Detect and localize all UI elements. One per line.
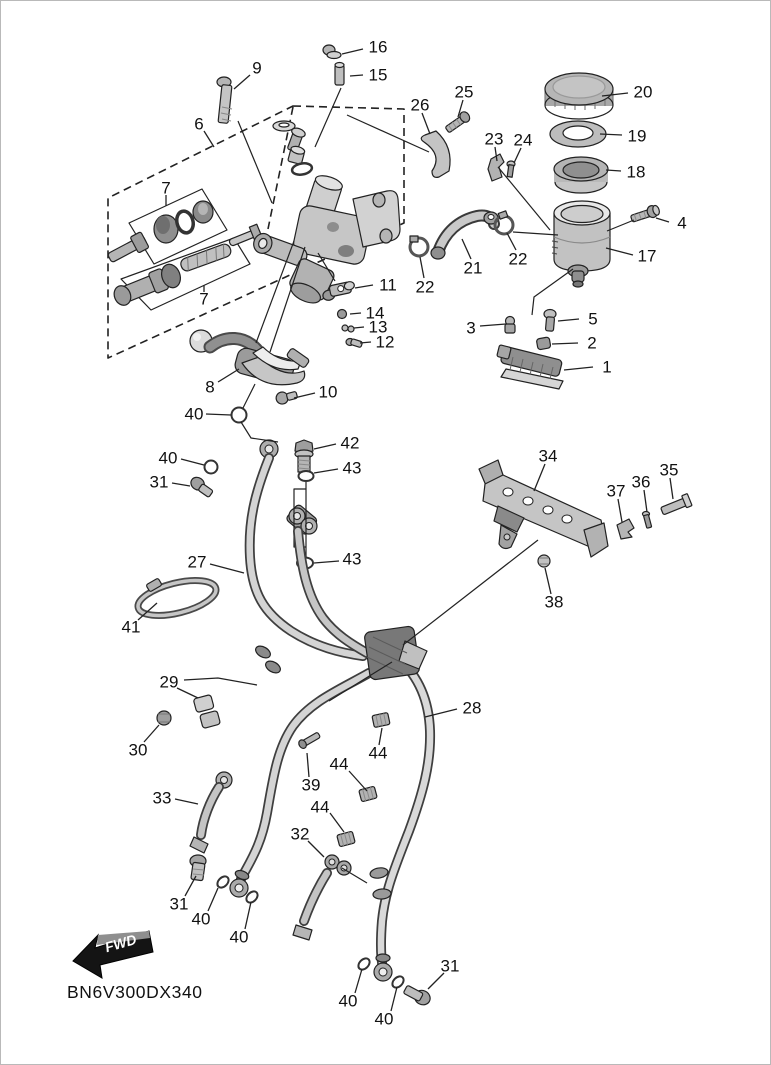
- grommet-41: [135, 574, 220, 622]
- callout-7[interactable]: 7: [161, 178, 171, 198]
- brake-hoses: [230, 458, 430, 981]
- callout-leader-40: [206, 414, 231, 415]
- callout-leader-44: [349, 771, 367, 791]
- callout-40[interactable]: 40: [338, 991, 358, 1011]
- callout-leader-22: [420, 257, 424, 278]
- reservoir-17: [552, 201, 610, 287]
- clamp-44: [359, 786, 378, 802]
- callout-33[interactable]: 33: [152, 788, 172, 808]
- callout-leader-29: [177, 688, 198, 698]
- fwd-label: FWD: [103, 931, 139, 956]
- callout-40[interactable]: 40: [191, 909, 211, 929]
- nut-30: [157, 711, 171, 725]
- callout-29[interactable]: 29: [159, 672, 179, 692]
- callout-leader-3: [480, 324, 506, 326]
- nut-14: [338, 310, 347, 319]
- diaphragm-18: [554, 157, 608, 193]
- bolt-31: [190, 855, 206, 881]
- callout-38[interactable]: 38: [544, 592, 564, 612]
- diaphragm-plate-19: [550, 121, 606, 147]
- lower-small-parts: [157, 694, 390, 940]
- pin-35: [659, 494, 692, 517]
- callout-28[interactable]: 28: [462, 698, 482, 718]
- callout-6[interactable]: 6: [194, 114, 204, 134]
- callout-leader-40: [208, 888, 218, 911]
- callout-20[interactable]: 20: [633, 82, 653, 102]
- o-ring-40: [205, 461, 218, 474]
- bolt-31: [402, 982, 432, 1007]
- callout-40[interactable]: 40: [184, 404, 204, 424]
- callout-17[interactable]: 17: [637, 246, 657, 266]
- callout-19[interactable]: 19: [627, 126, 647, 146]
- callout-41[interactable]: 41: [121, 617, 141, 637]
- callout-42[interactable]: 42: [340, 433, 360, 453]
- washer-43: [299, 471, 314, 481]
- callout-leader-31: [185, 876, 196, 896]
- bolt-31: [188, 475, 215, 499]
- callout-leader-40: [181, 459, 204, 465]
- diagram-artwork: [105, 45, 692, 1008]
- callout-leader-8: [218, 369, 239, 382]
- fwd-arrow: [73, 931, 153, 978]
- callout-31[interactable]: 31: [169, 894, 189, 914]
- callout-13[interactable]: 13: [368, 317, 388, 337]
- callout-leader-27: [210, 564, 244, 573]
- hose-21-end: [431, 247, 445, 259]
- callout-leader-40: [355, 969, 362, 993]
- callout-5[interactable]: 5: [588, 309, 598, 329]
- switch-1: [497, 345, 563, 389]
- callout-11[interactable]: 11: [379, 275, 397, 295]
- callout-21[interactable]: 21: [463, 258, 483, 278]
- bolt-4: [630, 204, 661, 224]
- callout-leader-21: [462, 239, 471, 259]
- union-bolt-42: [295, 440, 313, 472]
- master-cylinder-assembly: [251, 121, 400, 308]
- callout-32[interactable]: 32: [290, 824, 310, 844]
- callout-leader-40: [245, 902, 251, 929]
- callout-leader-26: [422, 113, 430, 134]
- callout-22[interactable]: 22: [415, 277, 435, 297]
- callout-40[interactable]: 40: [374, 1009, 394, 1029]
- callout-12[interactable]: 12: [375, 332, 395, 352]
- callout-leader-39: [307, 753, 309, 777]
- callout-10[interactable]: 10: [318, 382, 338, 402]
- pin-39: [297, 731, 321, 750]
- callout-leader-15: [350, 75, 363, 76]
- cylinder-fitting: [111, 268, 169, 309]
- spring: [179, 243, 232, 273]
- callout-leader-36: [644, 490, 647, 512]
- callout-26[interactable]: 26: [410, 95, 430, 115]
- callout-31[interactable]: 31: [440, 956, 460, 976]
- callout-1[interactable]: 1: [602, 357, 612, 377]
- pivot-screw-10: [275, 388, 298, 405]
- callout-leader-35: [670, 478, 673, 499]
- brake-switch-assembly: [497, 310, 563, 390]
- callout-35[interactable]: 35: [659, 460, 679, 480]
- nut-38: [538, 555, 550, 567]
- callout-27[interactable]: 27: [187, 552, 207, 572]
- fitting-group: [321, 281, 363, 348]
- clamp-22-left: [410, 236, 428, 256]
- callout-leader-33: [175, 799, 198, 804]
- clamp-44: [372, 712, 390, 727]
- callout-leader-6: [204, 131, 214, 147]
- clip-13: [342, 325, 348, 331]
- callout-18[interactable]: 18: [626, 162, 646, 182]
- callout-leader-44: [330, 813, 344, 832]
- damper-2: [536, 337, 551, 350]
- callout-40[interactable]: 40: [158, 448, 178, 468]
- o-ring-40: [232, 408, 247, 423]
- callout-leader-34: [534, 464, 545, 491]
- clamp-29: [193, 694, 220, 729]
- callout-43[interactable]: 43: [342, 458, 362, 478]
- bleeder-screw: [105, 232, 149, 267]
- brake-lever-assembly: [190, 330, 310, 474]
- callout-leader-13: [354, 327, 364, 328]
- callout-leader-9: [234, 75, 250, 89]
- callout-leader-32: [308, 841, 324, 857]
- o-ring-40: [356, 956, 372, 972]
- holder-26: [421, 131, 450, 177]
- callout-14[interactable]: 14: [365, 303, 385, 323]
- callout-8[interactable]: 8: [205, 377, 215, 397]
- callout-leader-4: [656, 218, 669, 222]
- o-ring-40: [215, 874, 231, 890]
- callout-24[interactable]: 24: [513, 130, 533, 150]
- callout-36[interactable]: 36: [631, 472, 651, 492]
- callout-leader-14: [350, 313, 361, 314]
- callout-30[interactable]: 30: [128, 740, 148, 760]
- hose-33: [190, 772, 232, 853]
- callout-43[interactable]: 43: [342, 549, 362, 569]
- callout-leader-29: [184, 678, 257, 685]
- o-ring-40: [390, 974, 406, 990]
- callout-leader-37: [618, 499, 622, 522]
- callout-leader-2: [552, 343, 578, 344]
- callout-leader-43: [314, 561, 339, 563]
- callout-16[interactable]: 16: [368, 37, 388, 57]
- callout-22[interactable]: 22: [508, 249, 528, 269]
- callout-leader-38: [545, 568, 551, 594]
- callout-40[interactable]: 40: [229, 927, 249, 947]
- callout-leader-5: [558, 319, 579, 321]
- callout-leader-1: [564, 367, 593, 370]
- callout-44[interactable]: 44: [368, 743, 388, 763]
- callout-39[interactable]: 39: [301, 775, 321, 795]
- diagram-code: BN6V300DX340: [67, 982, 203, 1002]
- parts-diagram: [1, 1, 771, 1065]
- callout-leader-44: [379, 728, 382, 745]
- callout-leader-11: [355, 285, 373, 288]
- callout-31[interactable]: 31: [149, 472, 169, 492]
- callout-2[interactable]: 2: [587, 333, 597, 353]
- callout-4[interactable]: 4: [677, 213, 687, 233]
- callout-leader-40: [391, 987, 397, 1011]
- bolt-9: [217, 77, 232, 123]
- callout-34[interactable]: 34: [538, 446, 558, 466]
- callout-7[interactable]: 7: [199, 289, 209, 309]
- callout-leader-22: [507, 233, 516, 250]
- callout-15[interactable]: 15: [368, 65, 388, 85]
- clip-37: [617, 519, 634, 539]
- callout-44[interactable]: 44: [329, 754, 349, 774]
- callout-3[interactable]: 3: [466, 318, 476, 338]
- callout-9[interactable]: 9: [252, 58, 262, 78]
- callout-23[interactable]: 23: [484, 129, 504, 149]
- callout-44[interactable]: 44: [310, 797, 330, 817]
- callout-37[interactable]: 37: [606, 481, 626, 501]
- bolt-25: [444, 110, 472, 134]
- callout-leader-43: [314, 469, 338, 473]
- callout-25[interactable]: 25: [454, 82, 474, 102]
- callout-leader-31: [172, 483, 190, 486]
- callout-leader-30: [144, 725, 159, 742]
- clamp-44: [337, 831, 356, 847]
- callout-leader-24: [514, 148, 521, 163]
- callout-leader-16: [342, 49, 363, 54]
- callout-leader-42: [314, 444, 336, 449]
